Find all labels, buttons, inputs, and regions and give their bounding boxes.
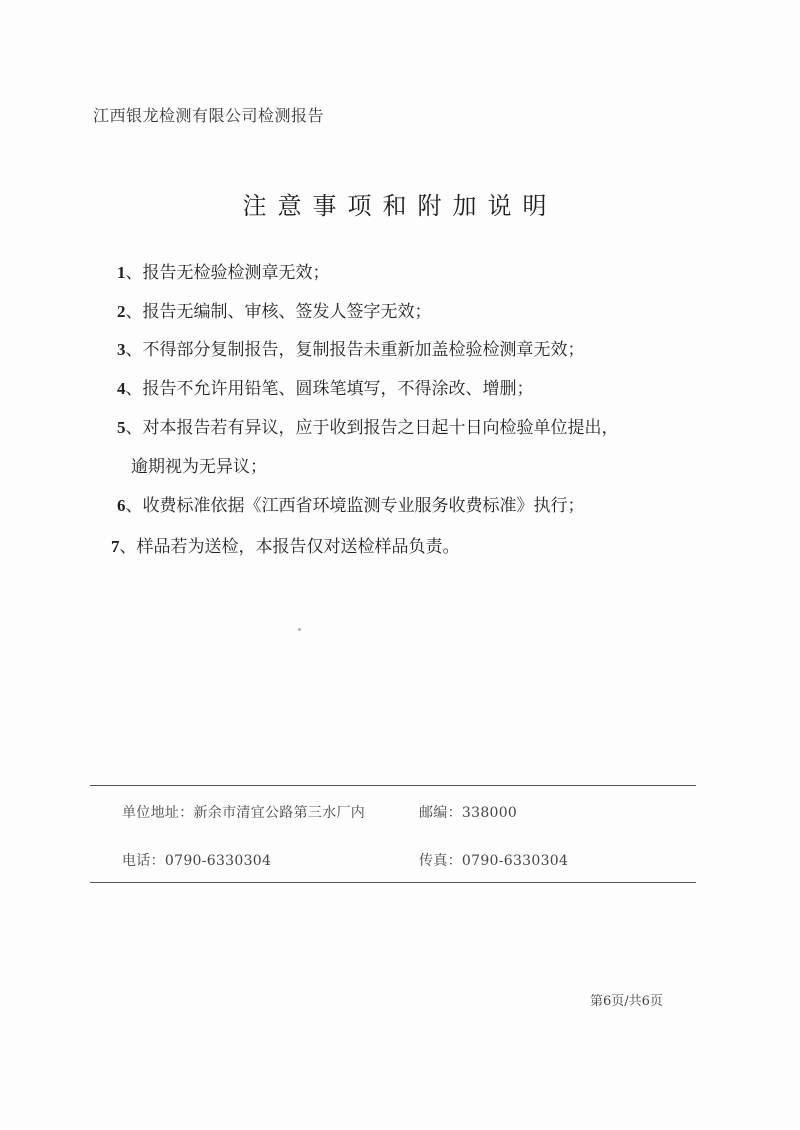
note-number: 3 — [117, 340, 126, 359]
footer-fax: 传真：0790-6330304 — [419, 853, 569, 869]
note-number: 5 — [117, 418, 126, 437]
note-text: 、不得部分复制报告，复制报告未重新加盖检验检测章无效； — [125, 340, 585, 360]
note-text: 、报告无编制、审核、签发人签字无效； — [125, 302, 432, 322]
note-item — [117, 258, 330, 283]
note-continuation — [131, 452, 267, 477]
note-number: 2 — [117, 302, 126, 321]
note-number: 1 — [117, 263, 126, 282]
note-text: 、报告不允许用铅笔、圆珠笔填写，不得涂改、增删； — [125, 379, 534, 399]
footer-address: 单位地址：新余市清宜公路第三水厂内 — [122, 805, 366, 821]
note-number: 7 — [111, 537, 120, 556]
report-header: 江西银龙检测有限公司检测报告 — [93, 106, 325, 125]
note-item — [117, 374, 534, 399]
note-item — [117, 297, 432, 322]
note-item — [117, 335, 585, 360]
note-number: 6 — [117, 496, 126, 515]
note-item — [111, 532, 460, 557]
note-text: 、收费标准依据《江西省环境监测专业服务收费标准》执行； — [125, 496, 585, 516]
footer-phone: 电话：0790-6330304 — [122, 853, 272, 869]
note-text: 、报告无检验检测章无效； — [125, 263, 330, 283]
note-text: 、样品若为送检，本报告仅对送检样品负责。 — [119, 537, 460, 557]
footer-postcode: 邮编：338000 — [419, 805, 518, 821]
note-text: 、对本报告若有异议，应于收到报告之日起十日向检验单位提出， — [125, 418, 619, 438]
note-text: 逾期视为无异议； — [131, 457, 267, 477]
note-item — [117, 491, 585, 516]
footer-top-rule — [90, 785, 696, 786]
page-title: 注意事项和附加说明 — [242, 192, 558, 220]
paper-speck — [298, 628, 301, 631]
note-item — [117, 413, 619, 438]
page-number: 第6页/共6页 — [590, 994, 663, 1009]
note-number: 4 — [117, 379, 126, 398]
footer-bottom-rule — [90, 882, 696, 883]
